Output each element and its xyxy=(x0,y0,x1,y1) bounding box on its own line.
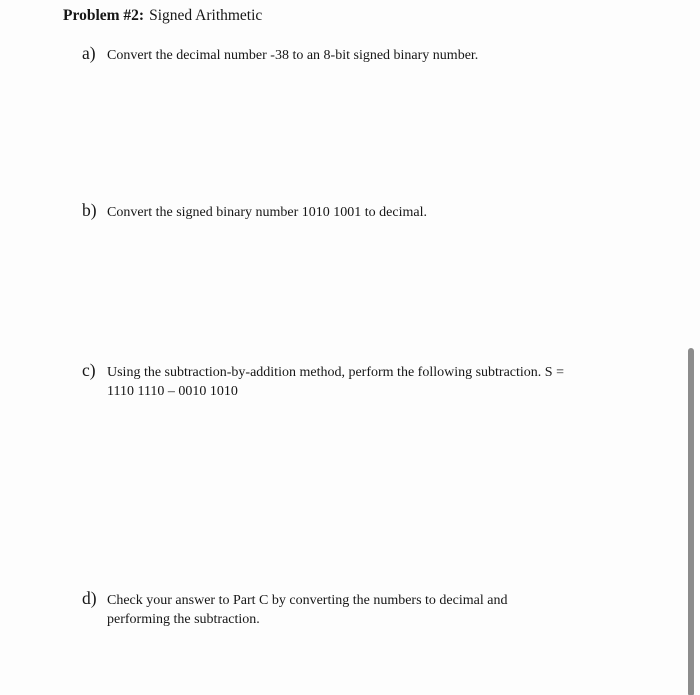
problem-part-b xyxy=(82,201,427,222)
part-b-line-1: Convert the signed binary number 1010 1001 to decimal. xyxy=(107,205,427,220)
problem-part-a xyxy=(82,44,478,65)
problem-part-d xyxy=(82,589,507,629)
part-d-line-2: performing the subtraction. xyxy=(107,612,260,627)
part-c-label: c) xyxy=(82,360,96,380)
part-c-text xyxy=(107,363,564,401)
part-b-text xyxy=(107,203,427,222)
part-d-line-1: Check your answer to Part C by converting the numbers to decimal and xyxy=(107,593,508,608)
part-b-label: b) xyxy=(82,200,97,220)
scrollbar-thumb[interactable] xyxy=(688,348,694,695)
part-d-label: d) xyxy=(82,588,97,608)
problem-part-c xyxy=(82,361,564,401)
part-c-line-1: Using the subtraction-by-addition method, perform the following subtraction. S = xyxy=(107,365,564,380)
part-a-label: a) xyxy=(82,43,96,63)
problem-subtitle: Signed Arithmetic xyxy=(149,7,263,24)
page-title xyxy=(63,7,262,25)
problem-number-label: Problem #2: xyxy=(63,7,145,24)
part-d-text xyxy=(107,591,507,629)
part-a-text xyxy=(107,46,478,65)
part-a-line-1: Convert the decimal number -38 to an 8-bit signed binary number. xyxy=(107,48,479,63)
part-c-line-2: 1110 1110 – 0010 1010 xyxy=(107,384,238,399)
